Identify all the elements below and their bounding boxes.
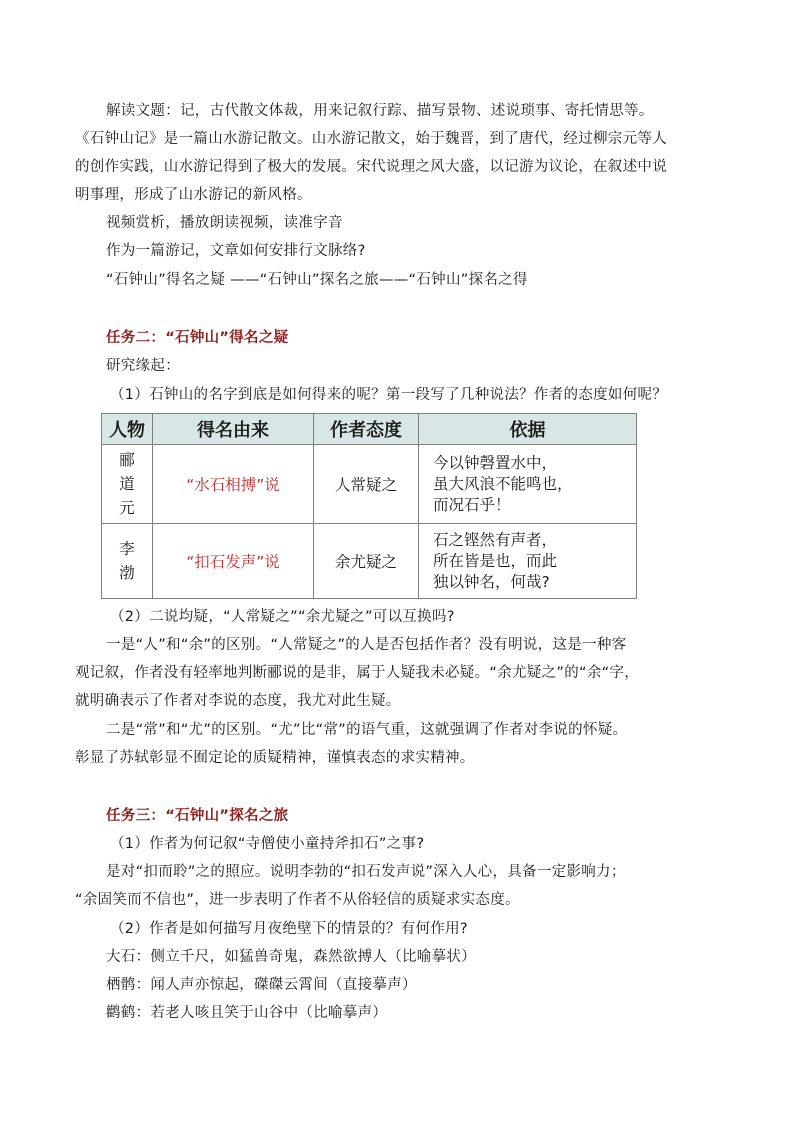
basis-cell: [419, 445, 637, 524]
column-header-attitude: 作者态度: [314, 414, 419, 445]
column-header-basis: 依据: [419, 414, 637, 445]
basis-line: 独以钟名，何哉?: [433, 572, 550, 591]
task3-line: 大石：侧立千尺，如猛兽奇鬼，森然欲搏人（比喻摹状）: [106, 949, 476, 965]
origin-cell: “扣石发声”说: [153, 524, 314, 599]
paragraph-line: 的创作实践，山水游记得到了极大的发展。宋代说理之风大盛，以记游为议论，在叙述中说: [75, 159, 667, 175]
paragraph-line: 解读文题：记，古代散文体裁，用来记叙行踪、描写景物、述说琐事、寄托情思等。: [106, 103, 654, 119]
person-char: 李: [119, 540, 135, 558]
task2-question1: （1）石钟山的名字到底是如何得来的呢？第一段写了几种说法？作者的态度如何呢？: [110, 387, 668, 403]
paragraph-line: 《石钟山记》是一篇山水游记散文。山水游记散文，始于魏晋，到了唐代，经过柳宗元等人: [75, 131, 667, 147]
task3-line: 栖鹘：闻人声亦惊起，磔磔云霄间（直接摹声）: [106, 977, 417, 993]
basis-line: 石之铿然有声者，: [433, 530, 558, 549]
basis-cell: [419, 524, 637, 599]
person-char: 道: [119, 475, 135, 493]
paragraph-line: 明事理，形成了山水游记的新风格。: [75, 187, 312, 203]
answer-line: 就明确表示了作者对李说的态度，我尤对此生疑。: [75, 693, 401, 709]
answer-line: 观记叙，作者没有轻率地判断郦说的是非，属于人疑我未必疑。“余尤疑之”的“余“字，: [75, 665, 640, 681]
basis-line: 而况石乎！: [433, 495, 511, 514]
column-header-origin: 得名由来: [153, 414, 314, 445]
paragraph-line: 作为一篇游记，文章如何安排行文脉络?: [106, 243, 366, 259]
column-header-person: 人物: [102, 414, 153, 445]
task3-line: 鹳鹤：若老人咳且笑于山谷中（比喻摹声）: [106, 1005, 388, 1021]
task3-line: 是对“扣而聆”之的照应。说明李勃的“扣石发声说”深入人心，具备一定影响力；: [106, 864, 626, 880]
basis-line: 今以钟磬置水中，: [433, 453, 558, 472]
table-header-row: [102, 414, 637, 445]
task2-heading: 任务二：“石钟山”得名之疑: [106, 330, 289, 346]
task2-intro: 研究缘起：: [106, 358, 180, 374]
person-char: 渤: [119, 564, 135, 582]
naming-table: [101, 413, 637, 599]
basis-line: 虽大风浪不能鸣也，: [433, 474, 573, 493]
person-char: 元: [119, 499, 135, 517]
origin-cell: “水石相搏”说: [153, 445, 314, 524]
table-row: [102, 524, 637, 599]
paragraph-line: 视频赏析，播放朗读视频，读准字音: [106, 215, 343, 231]
task3-line: （1）作者为何记叙“寺僧使小童持斧扣石”之事?: [110, 836, 425, 852]
task3-line: （2）作者是如何描写月夜绝壁下的情景的？有何作用?: [110, 921, 468, 937]
task3-heading: 任务三：“石钟山”探名之旅: [106, 808, 289, 824]
basis-line: 所在皆是也，而此: [433, 551, 558, 570]
answer-line: 一是“人”和“余”的区别。“人常疑之”的人是否包括作者？没有明说，这是一种客: [106, 637, 627, 653]
attitude-cell: 余尤疑之: [314, 524, 419, 599]
answer-line: 彰显了苏轼彰显不囿定论的质疑精神，谨慎表态的求实精神。: [75, 750, 475, 766]
attitude-cell: 人常疑之: [314, 445, 419, 524]
task3-line: “余固笑而不信也”，进一步表明了作者不从俗轻信的质疑求实态度。: [75, 892, 520, 908]
answer-line: 二是“常”和“尤”的区别。“尤”比“常”的语气重，这就强调了作者对李说的怀疑。: [106, 722, 628, 738]
person-cell: [102, 524, 153, 599]
person-char: 郦: [119, 451, 135, 469]
table-row: [102, 445, 637, 524]
task2-question2: （2）二说均疑，“人常疑之”“余尤疑之”可以互换吗?: [110, 609, 455, 625]
person-cell: [102, 445, 153, 524]
paragraph-line: “石钟山”得名之疑 ——“石钟山”探名之旅——“石钟山”探名之得: [106, 272, 528, 288]
